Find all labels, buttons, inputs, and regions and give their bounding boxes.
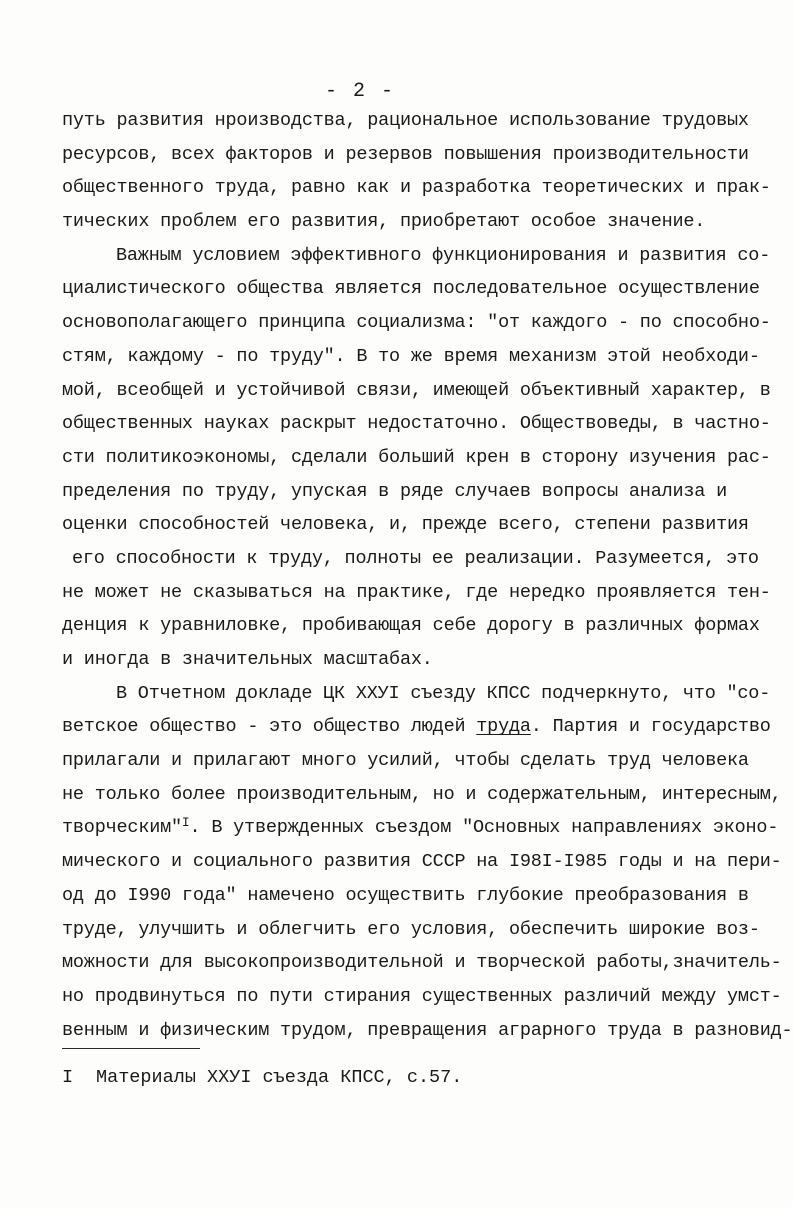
text-line: ресурсов, всех факторов и резервов повышения производительности — [62, 143, 749, 165]
text-line: путь развития нроизводства, рациональное использование трудовых — [62, 110, 749, 131]
text-line: мой, всеобщей и устойчивой связи, имеющей объективный характер, в — [62, 379, 771, 401]
text-line: денция к уравниловке, пробивающая себе дорогу в различных формах — [62, 615, 760, 637]
text-line: но продвинуться по пути стирания существенных различий между умст- — [62, 985, 782, 1007]
text-line: не только более производительным, но и содержательным, интересным, — [62, 783, 782, 805]
footnote-mark: I — [62, 1067, 74, 1088]
text-line: общественных науках раскрыт недостаточно. Обществоведы, в частно- — [62, 413, 771, 435]
footnote — [62, 1063, 462, 1093]
page-number: - 2 - — [324, 80, 395, 103]
text-line: тических проблем его развития, приобретают особое значение. — [62, 211, 706, 233]
text-line: мического и социального развития СССР на I98I-I985 годы и на пери- — [62, 851, 782, 873]
text-line: циалистического общества является последовательное осуществление — [62, 278, 760, 300]
text-line: пределения по труду, упуская в ряде случаев вопросы анализа и — [62, 480, 728, 502]
text-line: его способности к труду, полноты ее реализации. Разумеется, это — [72, 547, 759, 569]
text-line-with-underline — [62, 710, 771, 744]
text-segment: . В утвержденных съездом "Основных направлениях эконо- — [189, 817, 779, 839]
footnote-divider — [62, 1048, 200, 1049]
text-line: общественного труда, равно как и разработка теоретических и прак- — [62, 177, 771, 199]
underlined-word: труда — [476, 716, 531, 738]
paragraph-start-line: Важным условием эффективного функционирования и развития со- — [116, 244, 771, 266]
text-line: не может не сказываться на практике, где нередко проявляется тен- — [62, 581, 771, 603]
text-segment: ветское общество - это общество людей — [62, 716, 477, 738]
text-line: сти политикоэкономы, сделали больший крен в сторону изучения рас- — [62, 446, 771, 468]
text-line: можности для высокопроизводительной и творческой работы,значитель- — [62, 952, 782, 974]
text-line: стям, каждому - по труду". В то же время механизм этой необходи- — [62, 345, 760, 367]
text-line-with-footnote-ref — [62, 811, 779, 845]
text-segment: творческим" — [62, 817, 182, 839]
text-segment: . Партия и государство — [530, 716, 771, 738]
text-line: труде, улучшить и облегчить его условия, обеспечить широкие воз- — [62, 918, 760, 940]
text-line: основополагающего принципа социализма: "от каждого - по способно- — [62, 312, 771, 334]
text-line: од до I990 года" намечено осуществить глубокие преобразования в — [62, 884, 749, 906]
text-line: прилагали и прилагают много усилий, чтобы сделать труд человека — [62, 750, 749, 772]
footnote-reference: I — [181, 815, 190, 831]
body-text — [62, 104, 793, 1047]
text-line: венным и физическим трудом, превращения аграрного труда в разновид- — [62, 1019, 793, 1041]
text-line: оценки способностей человека, и, прежде всего, степени развития — [62, 514, 749, 536]
footnote-text: Материалы XXУI съезда КПСС, с.57. — [96, 1067, 463, 1088]
paragraph-start-line: В Отчетном докладе ЦК XXУI съезду КПСС подчеркнуто, что "со- — [116, 682, 771, 704]
text-line: и иногда в значительных масштабах. — [62, 649, 433, 670]
